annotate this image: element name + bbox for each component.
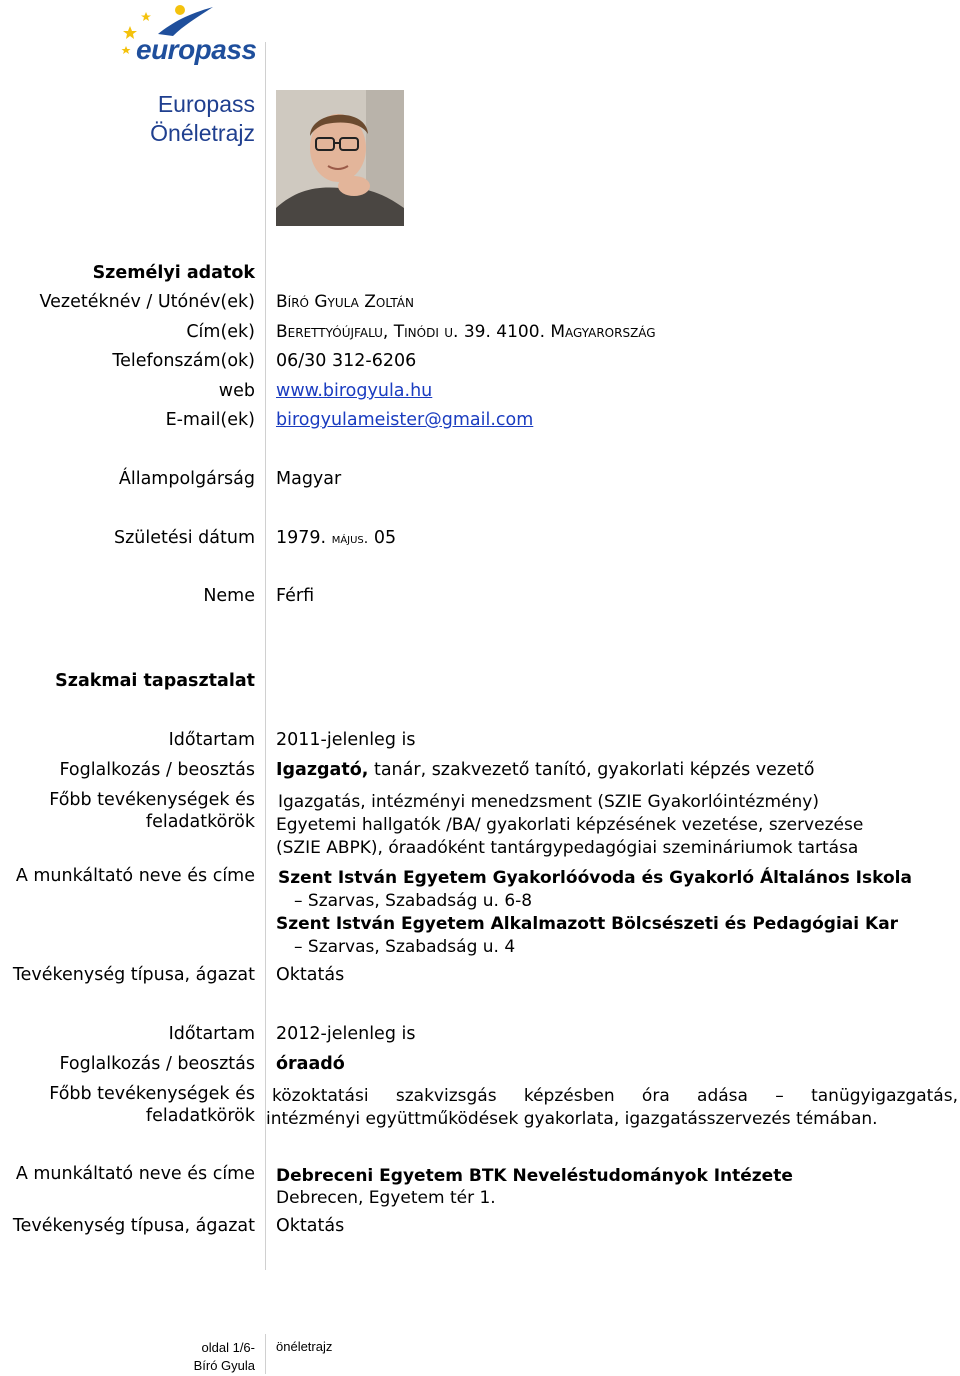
footer-divider	[265, 1334, 266, 1374]
tasks-line-2: intézményi együttműködések gyakorlata, igazgatásszervezés témában.	[266, 1109, 878, 1129]
employer-value	[276, 867, 912, 959]
portrait-image	[276, 90, 404, 226]
tasks-line-3: (SZIE ABPK), óraadóként tantárgypedagógiai szemináriumok tartása	[276, 838, 859, 858]
birth-day: 05	[373, 528, 397, 548]
position-rest: tanár, szakvezető tanító, gyakorlati képzés vezető	[368, 760, 815, 780]
document-title	[150, 90, 255, 148]
employer-1-name: Szent István Egyetem Gyakorlóóvoda és Gyakorló Általános Iskola	[278, 868, 912, 888]
citizenship-label: Állampolgárság	[118, 469, 255, 489]
address-value: Berettyóújfalu, Tinódi u. 39. 4100. Magyarország	[276, 322, 656, 342]
footer-left	[194, 1339, 255, 1375]
personal-heading: Személyi adatok	[92, 263, 255, 283]
title-line-2: Önéletrajz	[150, 120, 255, 146]
footer-doc: önéletrajz	[276, 1339, 333, 1354]
employer-2-name: Szent István Egyetem Alkalmazott Bölcsészeti és Pedagógiai Kar	[276, 914, 899, 934]
employer-name: Debreceni Egyetem BTK Neveléstudományok Intézete	[276, 1166, 793, 1186]
position-title: Igazgató,	[276, 760, 369, 780]
phone-value: 06/30 312-6206	[276, 351, 417, 371]
phone-label: Telefonszám(ok)	[112, 351, 255, 371]
footer-author: Bíró Gyula	[193, 1358, 255, 1373]
sector-value: Oktatás	[276, 1216, 345, 1236]
tasks-value	[266, 1085, 958, 1131]
employer-value	[276, 1165, 793, 1209]
tasks-label-line-1: Főbb tevékenységek és	[49, 1084, 255, 1104]
position-value	[276, 760, 814, 780]
period-label: Időtartam	[168, 1024, 255, 1044]
birth-month: május.	[331, 531, 369, 547]
birth-year: 1979.	[276, 528, 327, 548]
web-link[interactable]: www.birogyula.hu	[276, 381, 433, 401]
web-label: web	[218, 381, 255, 401]
sector-label: Tevékenység típusa, ágazat	[12, 1216, 255, 1236]
tasks-label-line-1: Főbb tevékenységek és	[49, 790, 255, 810]
tasks-line-1: közoktatási szakvizsgás képzésben óra adása – tanügyigazgatás,	[272, 1086, 958, 1106]
gender-label: Neme	[203, 586, 255, 606]
europass-logo	[118, 4, 257, 70]
experience-heading: Szakmai tapasztalat	[55, 671, 255, 691]
birth-date-value	[276, 528, 396, 548]
title-line-1: Europass	[157, 91, 255, 117]
profile-photo	[276, 90, 404, 226]
name-value: Bíró Gyula Zoltán	[276, 292, 414, 312]
email-label: E-mail(ek)	[165, 410, 255, 430]
tasks-line-1: Igazgatás, intézményi menedzsment (SZIE Gyakorlóintézmény)	[278, 792, 819, 812]
footer-page: oldal 1/6-	[201, 1340, 255, 1355]
position-label: Foglalkozás / beosztás	[59, 1054, 255, 1074]
period-label: Időtartam	[168, 730, 255, 750]
position-label: Foglalkozás / beosztás	[59, 760, 255, 780]
tasks-label	[49, 1083, 255, 1127]
employer-label: A munkáltató neve és címe	[15, 866, 255, 886]
position-title: óraadó	[276, 1054, 345, 1074]
europass-logo-text: europass	[136, 34, 257, 65]
tasks-line-2: Egyetemi hallgatók /BA/ gyakorlati képzésének vezetése, szervezése	[276, 815, 864, 835]
employer-2-address: – Szarvas, Szabadság u. 4	[294, 937, 516, 957]
employer-address: Debrecen, Egyetem tér 1.	[276, 1188, 496, 1208]
name-label: Vezetéknév / Utónév(ek)	[39, 292, 255, 312]
period-value: 2012-jelenleg is	[276, 1024, 416, 1044]
sector-label: Tevékenység típusa, ágazat	[12, 965, 255, 985]
period-value: 2011-jelenleg is	[276, 730, 416, 750]
tasks-value	[276, 791, 863, 860]
email-link[interactable]: birogyulameister@gmail.com	[276, 410, 534, 430]
tasks-label-line-2: feladatkörök	[145, 812, 255, 832]
address-label: Cím(ek)	[186, 322, 255, 342]
tasks-label	[49, 789, 255, 833]
employer-1-address: – Szarvas, Szabadság u. 6-8	[294, 891, 533, 911]
employer-label: A munkáltató neve és címe	[15, 1164, 255, 1184]
sector-value: Oktatás	[276, 965, 345, 985]
birth-date-label: Születési dátum	[113, 528, 255, 548]
citizenship-value: Magyar	[276, 469, 342, 489]
tasks-label-line-2: feladatkörök	[145, 1106, 255, 1126]
gender-value: Férfi	[276, 586, 315, 606]
